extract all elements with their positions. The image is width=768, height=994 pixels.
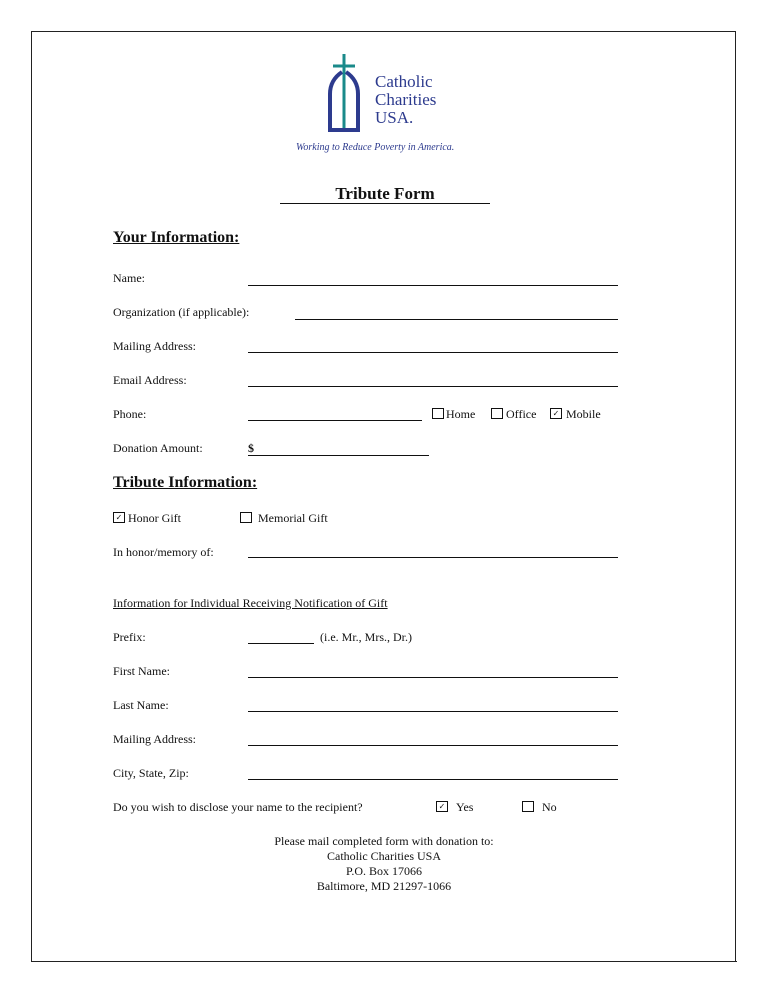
logo-line-3: USA. [375, 108, 414, 127]
name-label: Name: [113, 271, 145, 285]
office-label: Office [506, 407, 537, 421]
disclose-no-checkbox[interactable] [522, 801, 534, 812]
disclose-yes-checkbox[interactable] [436, 801, 448, 812]
first-name-label: First Name: [113, 664, 170, 678]
organization-label: Organization (if applicable): [113, 305, 250, 319]
honor-gift-label: Honor Gift [128, 511, 181, 525]
memorial-gift-label: Memorial Gift [258, 511, 328, 525]
city-state-zip-label: City, State, Zip: [113, 766, 189, 780]
memorial-gift-checkbox[interactable] [240, 512, 252, 523]
phone-field[interactable] [248, 420, 422, 421]
email-address-field[interactable] [248, 386, 618, 387]
mobile-checkbox[interactable] [550, 408, 562, 419]
mailing-instructions [200, 834, 568, 894]
mobile-label: Mobile [566, 407, 601, 421]
in-honor-memory-label: In honor/memory of: [113, 545, 214, 559]
last-name-field[interactable] [248, 711, 618, 712]
first-name-field[interactable] [248, 677, 618, 678]
city-state-zip-field[interactable] [248, 779, 618, 780]
office-checkbox[interactable] [491, 408, 503, 419]
logo-text [375, 73, 436, 127]
organization-field[interactable] [295, 319, 618, 320]
prefix-label: Prefix: [113, 630, 146, 644]
mailing-address-field[interactable] [248, 352, 618, 353]
footer-line-2: Catholic Charities USA [327, 849, 441, 863]
last-name-label: Last Name: [113, 698, 169, 712]
prefix-hint: (i.e. Mr., Mrs., Dr.) [320, 630, 412, 644]
home-checkbox[interactable] [432, 408, 444, 419]
email-address-label: Email Address: [113, 373, 187, 387]
footer-line-3: P.O. Box 17066 [345, 864, 422, 878]
phone-label: Phone: [113, 407, 147, 421]
honor-gift-checkbox[interactable] [113, 512, 125, 523]
recipient-info-heading: Information for Individual Receiving Notification of Gift [113, 596, 388, 610]
recipient-mailing-address-field[interactable] [248, 745, 618, 746]
footer-line-4: Baltimore, MD 21297-1066 [316, 879, 452, 893]
dollar-sign: $ [248, 441, 254, 455]
disclose-yes-label: Yes [456, 800, 474, 814]
logo-tagline: Working to Reduce Poverty in America. [296, 142, 455, 153]
donation-amount-field[interactable] [248, 455, 429, 456]
name-field[interactable] [248, 285, 618, 286]
title-underline [280, 203, 490, 204]
your-information-heading: Your Information: [113, 229, 240, 246]
page-bottom-border [31, 961, 737, 962]
prefix-field[interactable] [248, 643, 314, 644]
logo-line-2: Charities [375, 90, 437, 109]
mailing-address-label: Mailing Address: [113, 339, 196, 353]
page-border [31, 31, 736, 961]
home-label: Home [446, 407, 476, 421]
donation-amount-label: Donation Amount: [113, 441, 203, 455]
disclose-name-question: Do you wish to disclose your name to the recipient? [113, 800, 363, 814]
form-title: Tribute Form [335, 184, 435, 203]
logo-line-1: Catholic [375, 72, 433, 91]
disclose-no-label: No [542, 800, 557, 814]
recipient-mailing-address-label: Mailing Address: [113, 732, 196, 746]
tribute-information-heading: Tribute Information: [113, 474, 258, 491]
footer-line-1: Please mail completed form with donation to: [274, 834, 494, 848]
in-honor-memory-field[interactable] [248, 557, 618, 558]
